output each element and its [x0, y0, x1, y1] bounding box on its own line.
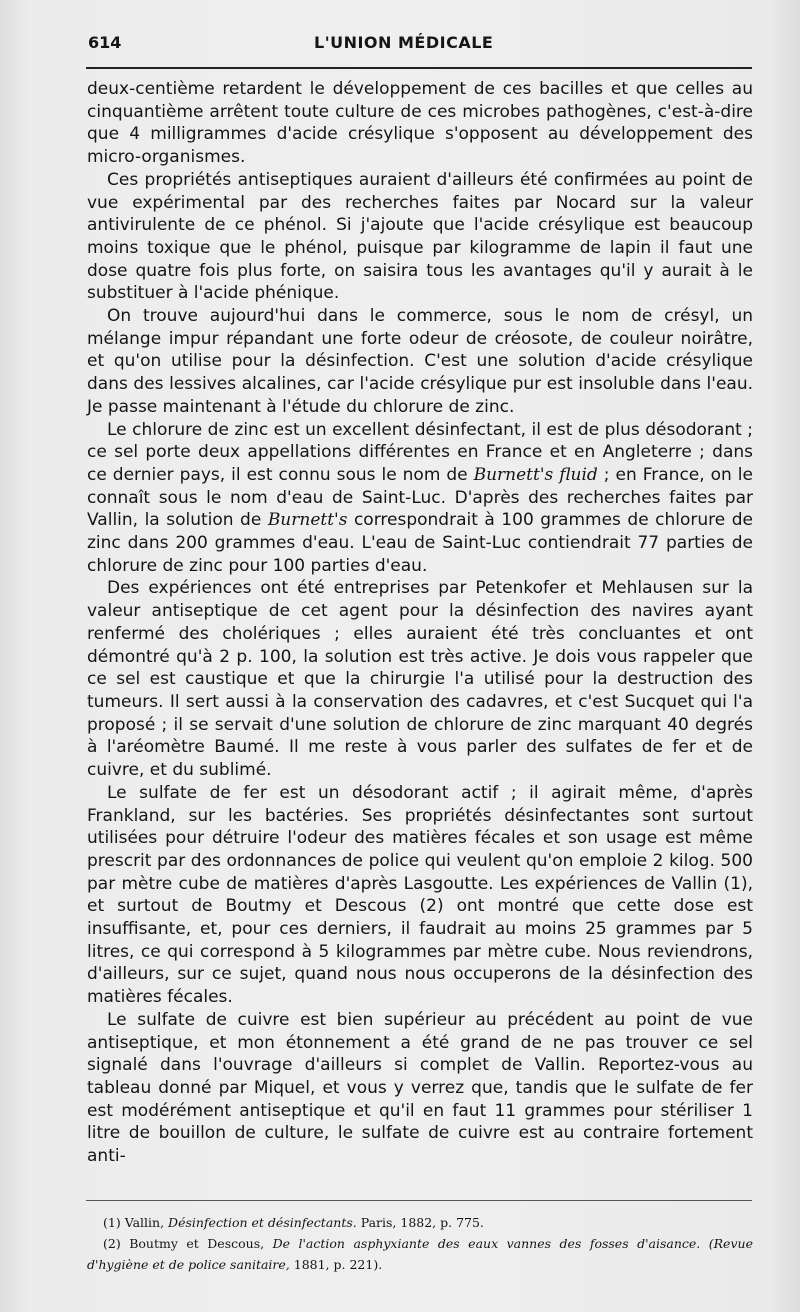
- paragraph: On trouve aujourd'hui dans le commerce, sous le nom de crésyl, un mélange impur répandant une forte odeur de créosote, de couleur noirâtre, et qu'on utilise pour la désinfection. C'est une solution d'acide crésylique dans des lessives alcalines, car l'acide crésylique pur est insoluble dans l'eau. Je passe maintenant à l'étude du chlorure de zinc.: [87, 306, 753, 417]
- text-run: ; en France, on le connaît sous le nom d'eau de Saint-Luc. D'après des recherches faites par Vallin, la solution de: [87, 464, 753, 531]
- footnote-rule: [86, 1200, 752, 1201]
- footnote: [87, 1212, 753, 1233]
- body-text: [87, 78, 753, 1168]
- text-run: correspondrait à 100 grammes de chlorure de zinc dans 200 grammes d'eau. L'eau de Saint-Luc contiendrait 77 parties de chlorure de zinc pour 100 parties d'eau.: [87, 510, 753, 576]
- footnote-number: (1): [103, 1215, 121, 1230]
- footnote-title: Désinfection et désinfectants.: [168, 1215, 357, 1230]
- paragraph: Ces propriétés antiseptiques auraient d'ailleurs été confirmées au point de vue expérimental par des recherches faites par Nocard sur la valeur antivirulente de ce phénol. Si j'ajoute que l'acide crésylique est beaucoup moins toxique que le phénol, puisque par kilogramme de lapin il faut une dose quatre fois plus forte, on saisira tous les avantages qu'il y aurait à le substituer à l'acide phénique.: [87, 169, 753, 304]
- footnote-author: Vallin,: [124, 1215, 165, 1230]
- paragraph: Des expériences ont été entreprises par Petenkofer et Mehlausen sur la valeur antiseptique de cet agent pour la désinfection des navires ayant renfermé des cholériques ; elles auraient été très concluantes et ont démontré qu'à 2 p. 100, la solution est très active. Je dois vous rappeler que ce sel est caustique et que la chirurgie l'a utilisé pour la destruction des tumeurs. Il sert aussi à la conservation des cadavres, et c'est Sucquet qui l'a proposé ; il se servait d'une solution de chlorure de zinc marquant 40 degrés à l'aréomètre Baumé. Il me reste à vous parler des sulfates de fer et de cuivre, et du sublimé.: [87, 578, 753, 781]
- running-header: [88, 30, 752, 56]
- running-title: L'UNION MÉDICALE: [314, 33, 494, 52]
- footnotes: [87, 1212, 753, 1275]
- paragraph: Le sulfate de cuivre est bien supérieur au précédent au point de vue antiseptique, et mon étonnement a été grand de ne pas trouver ce sel signalé dans l'ouvrage d'ailleurs si complet de Vallin. Reportez-vous au tableau donné par Miquel, et vous y verrez que, tandis que le sulfate de fer est modérément antiseptique et qu'il en faut 11 grammes pour stériliser 1 litre de bouillon de culture, le sulfate de cuivre est au contraire fortement anti-: [87, 1009, 753, 1167]
- paragraph: deux-centième retardent le développement de ces bacilles et que celles au cinquantième arrêtent toute culture de ces microbes pathogènes, c'est-à-dire que 4 milligrammes d'acide crésylique s'opposent au développement des micro-organismes.: [87, 79, 753, 168]
- italic-term: Burnett's: [267, 510, 348, 531]
- header-rule: [86, 67, 752, 69]
- footnote-rest: Paris, 1882, p. 775.: [360, 1215, 484, 1230]
- footnote-number: (2): [103, 1236, 121, 1251]
- footnote-rest: 1881, p. 221).: [293, 1257, 383, 1272]
- footnote-title: De l'action asphyxiante des eaux vannes des fosses d'aisance.: [272, 1236, 701, 1251]
- footnote-author: Boutmy et Descous,: [129, 1236, 265, 1251]
- footnote: [87, 1233, 753, 1275]
- paragraph: Le sulfate de fer est un désodorant actif ; il agirait même, d'après Frankland, sur les bactéries. Ses propriétés désinfectantes sont surtout utilisées pour détruire l'odeur des matières fécales et son usage est même prescrit par des ordonnances de police qui veulent qu'on emploie 2 kilog. 500 par mètre cube de matières d'après Lasgoutte. Les expériences de Vallin (1), et surtout de Boutmy et Descous (2) ont montré que cette dose est insuffisante, et, pour ces derniers, il faudrait au moins 25 grammes par 5 litres, ce qui correspond à 5 kilogrammes par mètre cube. Nous reviendrons, d'ailleurs, sur ce sujet, quand nous nous occuperons de la désinfection des matières fécales.: [87, 782, 753, 1008]
- text-run: Le chlorure de zinc est un excellent désinfectant, il est de plus désodorant ; ce sel porte deux appellations différentes en France et en Angleterre ; dans ce dernier pays, il est connu sous le nom de: [87, 419, 753, 485]
- paragraph: [87, 419, 753, 578]
- footnote-journal: (Revue d'hygiène et de police sanitaire,: [87, 1236, 753, 1272]
- italic-term: Burnett's fluid: [473, 464, 598, 485]
- page-number: 614: [88, 33, 122, 52]
